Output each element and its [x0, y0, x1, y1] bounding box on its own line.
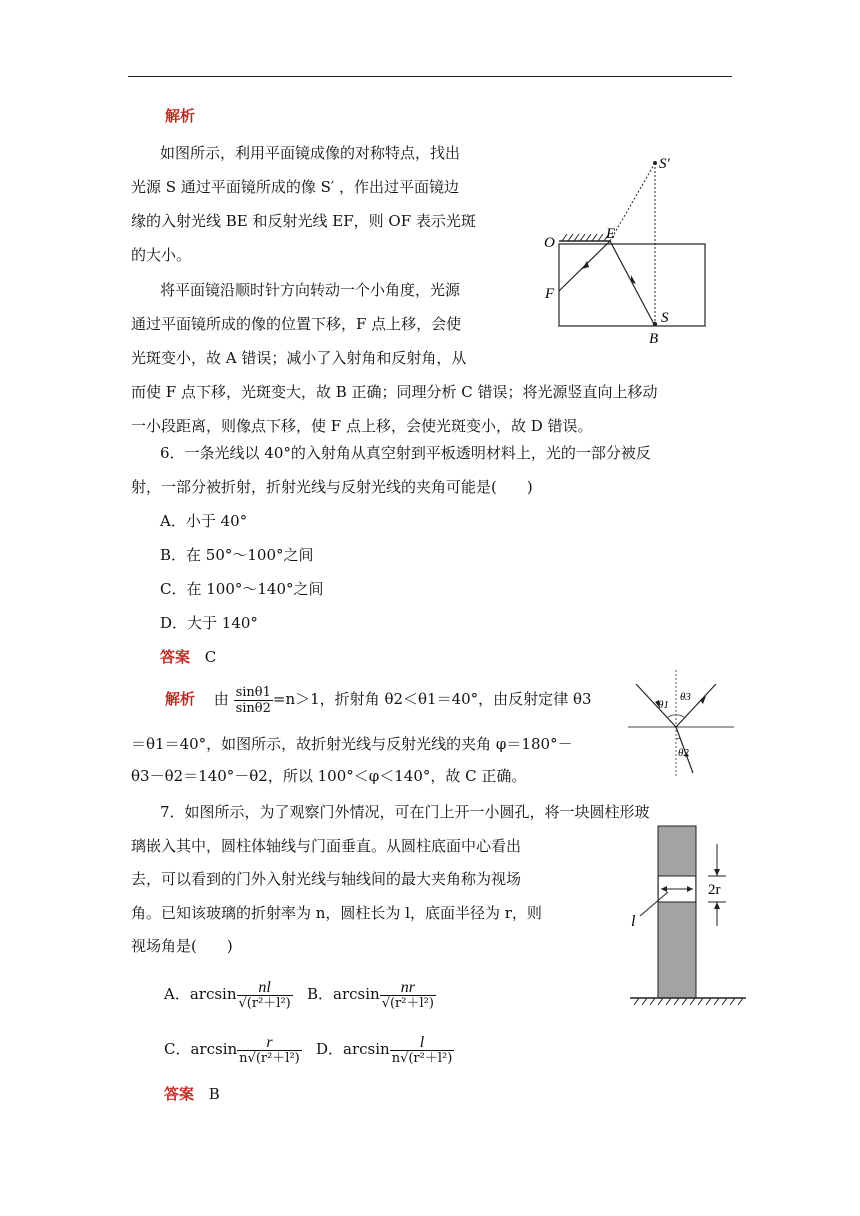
- q7-option-a-label: A．arcsin: [164, 985, 237, 1003]
- q7-option-d-fraction: [390, 1035, 455, 1066]
- q7-option-c-den: n√(r²＋l²): [239, 1050, 300, 1066]
- q7-answer-label: 答案: [164, 1085, 195, 1103]
- q5-p1-line-4: 的大小。: [131, 246, 192, 264]
- q7-stem-line-2: 璃嵌入其中，圆柱体轴线与门面垂直。从圆柱底面中心看出: [131, 837, 522, 855]
- q6-answer-value: C: [204, 648, 217, 666]
- q7-stem-line-1: 7．如图所示，为了观察门外情况，可在门上开一小圆孔，将一块圆柱形玻: [160, 803, 650, 821]
- q7-option-d-den: n√(r²＋l²): [391, 1050, 453, 1066]
- q7-stem-line-5: 视场角是( ): [131, 937, 233, 955]
- door-cylinder-diagram: [628, 826, 748, 1006]
- q7-option-d: [316, 1027, 454, 1071]
- s-label: S: [661, 310, 669, 326]
- q7-option-c: [164, 1027, 302, 1071]
- q7-option-b-label: B．arcsin: [307, 985, 380, 1003]
- q6-answer: [160, 647, 216, 667]
- q5-p2-line-4: 而使 F 点下移，光斑变大，故 B 正确；同理分析 C 错误；将光源竖直向上移动: [131, 383, 658, 401]
- q5-p1-line-3: 缘的入射光线 BE 和反射光线 EF，则 OF 表示光斑: [131, 212, 476, 230]
- l-label: l: [631, 913, 636, 930]
- q7-stem-line-4: 角。已知该玻璃的折射率为 n，圆柱长为 l，底面半径为 r，则: [131, 904, 542, 922]
- b-label: B: [649, 331, 659, 347]
- q5-analysis-heading: 解析: [165, 107, 196, 125]
- q7-option-d-num: l: [390, 1035, 455, 1051]
- theta1-label: θ1: [658, 699, 669, 711]
- q6-analysis-line-3: θ3－θ2＝140°－θ2，所以 100°＜φ＜140°，故 C 正确。: [131, 767, 527, 785]
- q7-option-c-num: r: [237, 1035, 302, 1051]
- refraction-diagram: [626, 670, 736, 780]
- q7-option-b-num: nr: [380, 980, 436, 996]
- q7-answer-value: B: [208, 1085, 220, 1103]
- q6-option-c: C．在 100°～140°之间: [160, 580, 324, 598]
- f-label: F: [545, 286, 555, 302]
- q6-analysis-line-2: ＝θ1＝40°，如图所示，故折射光线与反射光线的夹角 φ＝180°－: [131, 735, 573, 753]
- s-prime-label: S′: [659, 156, 670, 172]
- sin-ratio-numerator: sinθ1: [235, 684, 271, 700]
- q5-p2-line-3: 光斑变小，故 A 错误；减小了入射角和反射角，从: [131, 349, 467, 367]
- q7-option-a-den: √(r²＋l²): [238, 995, 291, 1011]
- theta3-label: θ3: [680, 691, 691, 703]
- q5-p2-line-2: 通过平面镜所成的像的位置下移，F 点上移，会使: [131, 315, 462, 333]
- q6-option-d: D．大于 140°: [160, 614, 258, 632]
- q6-analysis-rest: =n＞1，折射角 θ2＜θ1＝40°，由反射定律 θ3: [272, 690, 592, 708]
- q7-option-b-fraction: [380, 980, 436, 1011]
- e-label: E: [606, 226, 616, 242]
- q7-option-c-label: C．arcsin: [164, 1040, 238, 1058]
- q6-option-b: B．在 50°～100°之间: [160, 546, 314, 564]
- header-rule: [128, 76, 732, 77]
- q7-option-a-fraction: [237, 980, 293, 1011]
- q6-analysis-label: 解析: [165, 690, 196, 708]
- q7-option-a-num: nl: [237, 980, 293, 996]
- q5-p2-line-5: 一小段距离，则像点下移，使 F 点上移，会使光斑变小，故 D 错误。: [131, 417, 593, 435]
- q6-stem-line-1: 6．一条光线以 40°的入射角从真空射到平板透明材料上，光的一部分被反: [160, 444, 651, 462]
- q7-option-b-den: √(r²＋l²): [381, 995, 434, 1011]
- o-label: O: [544, 235, 555, 251]
- mirror-diagram: [540, 148, 720, 348]
- q6-option-a: A．小于 40°: [160, 512, 248, 530]
- q5-p2-line-1: 将平面镜沿顺时针方向转动一个小角度，光源: [160, 281, 461, 299]
- two-r-label: 2r: [708, 882, 721, 898]
- q7-stem-line-3: 去，可以看到的门外入射光线与轴线间的最大夹角称为视场: [131, 870, 522, 888]
- q7-answer: [164, 1084, 220, 1104]
- q5-p1-line-1: 如图所示，利用平面镜成像的对称特点，找出: [160, 144, 461, 162]
- q6-analysis-line-1: [165, 682, 592, 716]
- q7-option-c-fraction: [237, 1035, 302, 1066]
- q6-stem-line-2: 射，一部分被折射，折射光线与反射光线的夹角可能是( ): [131, 478, 533, 496]
- q6-answer-label: 答案: [160, 648, 191, 666]
- q6-analysis-prefix: 由: [213, 690, 229, 708]
- sin-ratio-fraction: [234, 685, 273, 716]
- theta2-label: θ2: [678, 747, 689, 759]
- q7-option-d-label: D．arcsin: [316, 1040, 390, 1058]
- q5-p1-line-2: 光源 S 通过平面镜所成的像 S′ ，作出过平面镜边: [131, 178, 460, 196]
- q7-option-a: [164, 972, 293, 1016]
- sin-ratio-denominator: sinθ2: [235, 700, 271, 716]
- q7-option-b: [307, 972, 436, 1016]
